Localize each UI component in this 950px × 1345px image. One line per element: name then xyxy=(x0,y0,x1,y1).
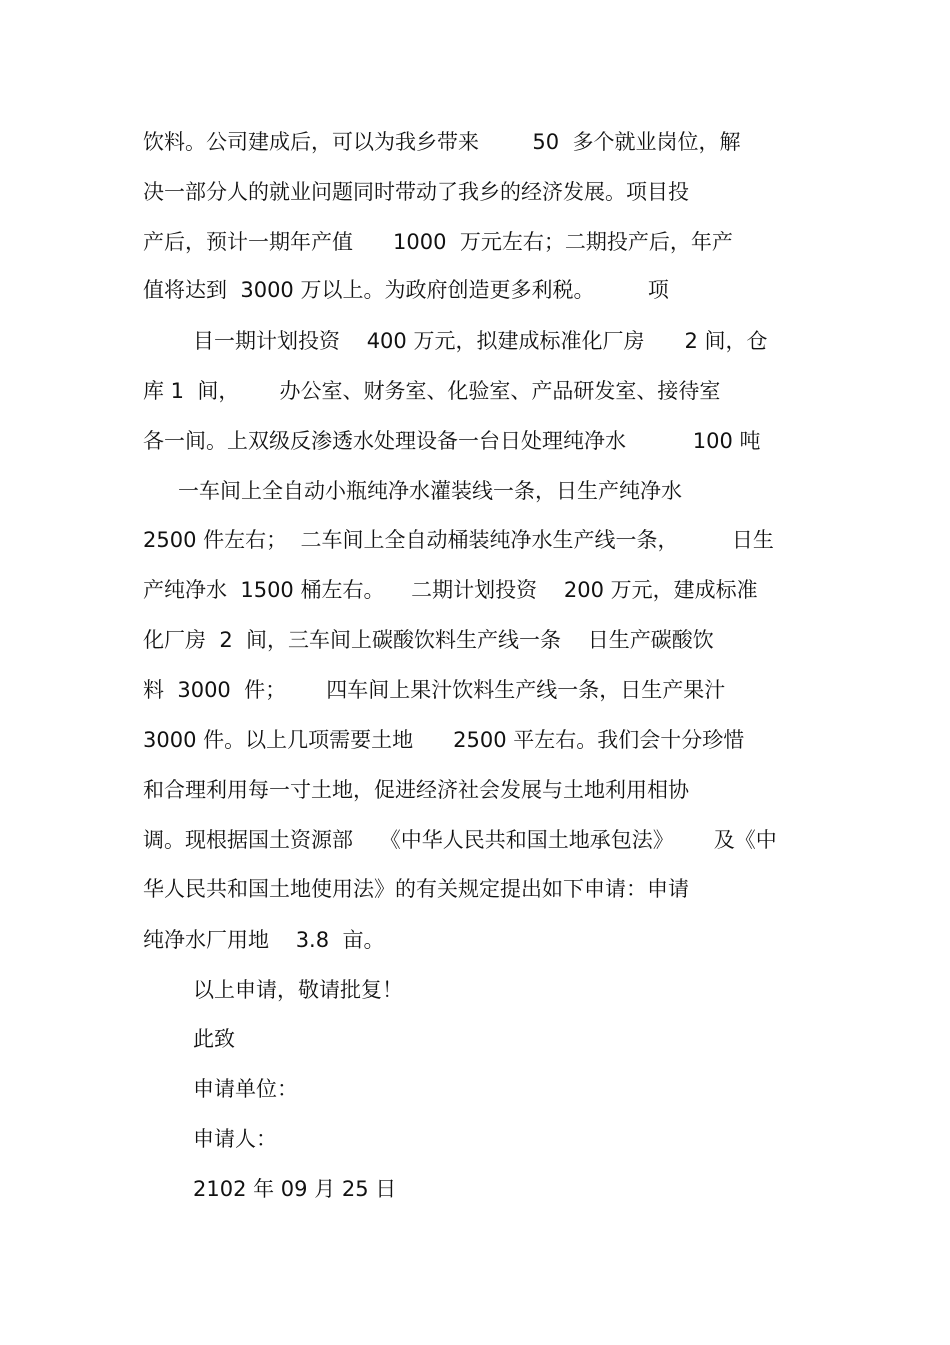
paragraph-line-6: 库 1 间， 办公室、财务室、化验室、产品研发室、接待室 xyxy=(143,379,721,403)
paragraph-line-10: 产纯净水 1500 桶左右。 二期计划投资 200 万元，建成标准 xyxy=(143,578,758,602)
paragraph-line-5: 目一期计划投资 400 万元，拟建成标准化厂房 2 间，仓 xyxy=(193,329,768,353)
paragraph-line-12: 料 3000 件； 四车间上果汁饮料生产线一条，日生产果汁 xyxy=(143,678,726,702)
salutation-line: 此致 xyxy=(193,1027,235,1051)
paragraph-line-16: 华人民共和国土地使用法》的有关规定提出如下申请：申请 xyxy=(143,877,689,901)
paragraph-line-11: 化厂房 2 间，三车间上碳酸饮料生产线一条 日生产碳酸饮 xyxy=(143,628,714,652)
applicant-unit-line: 申请单位： xyxy=(193,1077,298,1101)
paragraph-line-4: 值将达到 3000 万以上。为政府创造更多利税。 项 xyxy=(143,278,669,302)
date-line: 2102 年 09 月 25 日 xyxy=(193,1177,397,1201)
closing-request-line: 以上申请，敬请批复！ xyxy=(193,978,403,1002)
paragraph-line-7: 各一间。上双级反渗透水处理设备一台日处理纯净水 100 吨 xyxy=(143,429,761,453)
paragraph-line-8: 一车间上全自动小瓶纯净水灌装线一条，日生产纯净水 xyxy=(178,479,682,503)
paragraph-line-13: 3000 件。以上几项需要土地 2500 平左右。我们会十分珍惜 xyxy=(143,728,745,752)
applicant-person-line: 申请人： xyxy=(193,1127,277,1151)
paragraph-line-17: 纯净水厂用地 3.8 亩。 xyxy=(143,928,385,952)
paragraph-line-2: 决一部分人的就业问题同时带动了我乡的经济发展。项目投 xyxy=(143,180,689,204)
paragraph-line-1: 饮料。公司建成后，可以为我乡带来 50 多个就业岗位，解 xyxy=(143,130,741,154)
paragraph-line-14: 和合理利用每一寸土地，促进经济社会发展与土地利用相协 xyxy=(143,778,689,802)
paragraph-line-9: 2500 件左右； 二车间上全自动桶装纯净水生产线一条， 日生 xyxy=(143,528,774,552)
paragraph-line-15: 调。现根据国土资源部 《中华人民共和国土地承包法》 及《中 xyxy=(143,828,777,852)
paragraph-line-3: 产后，预计一期年产值 1000 万元左右；二期投产后，年产 xyxy=(143,230,733,254)
